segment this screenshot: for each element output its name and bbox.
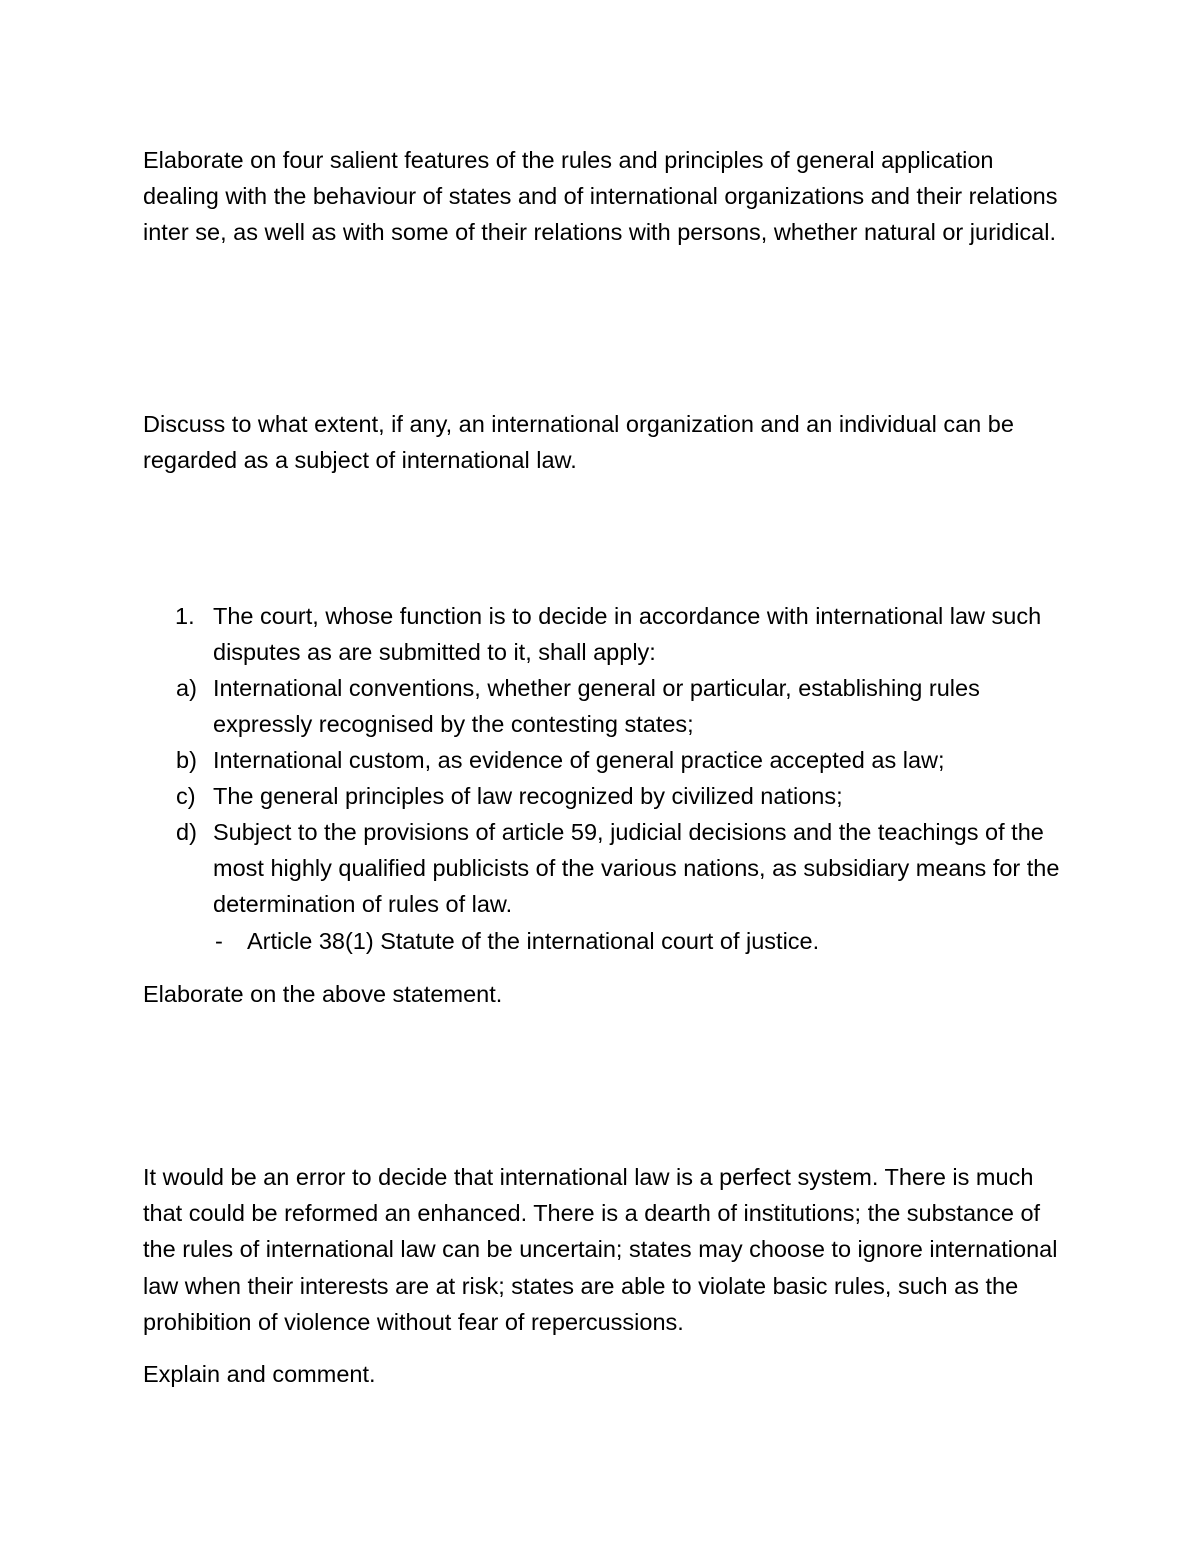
list-marker: 1. (175, 603, 195, 629)
citation-dash: - (215, 928, 223, 954)
list-marker: a) (176, 675, 197, 701)
list-item-text: International custom, as evidence of general practice accepted as law; (213, 747, 945, 773)
citation-text: Article 38(1) Statute of the international court of justice. (247, 928, 820, 954)
list-item-text: Subject to the provisions of article 59, judicial decisions and the teachings of the most highly qualified publicists of the various nations, as subsidiary means for the determination of rules of law. (213, 819, 1060, 918)
question-4-instruction: Explain and comment. (143, 1361, 376, 1387)
question-3-instruction: Elaborate on the above statement. (143, 981, 503, 1007)
list-marker: d) (176, 819, 197, 845)
list-marker: c) (176, 783, 196, 809)
list-item-text: The court, whose function is to decide in accordance with international law such disputes as are submitted to it, shall apply: (213, 603, 1042, 666)
question-2-text: Discuss to what extent, if any, an international organization and an individual can be regarded as a subject of international law. (143, 411, 1014, 474)
question-4-text: It would be an error to decide that international law is a perfect system. There is much that could be reformed an enhanced. There is a dearth of institutions; the substance of the rules of international law can be uncertain; states may choose to ignore international law when their interests are at risk; states are able to violate basic rules, such as the prohibition of violence without fear of repercussions. (143, 1164, 1058, 1335)
list-marker: b) (176, 747, 197, 773)
list-item-text: International conventions, whether general or particular, establishing rules expressly recognised by the contesting states; (213, 675, 980, 738)
list-item-text: The general principles of law recognized by civilized nations; (213, 783, 843, 809)
question-1-text: Elaborate on four salient features of the rules and principles of general application dealing with the behaviour of states and of international organizations and their relations inter se, as well as with some of their relations with persons, whether natural or juridical. (143, 147, 1058, 246)
